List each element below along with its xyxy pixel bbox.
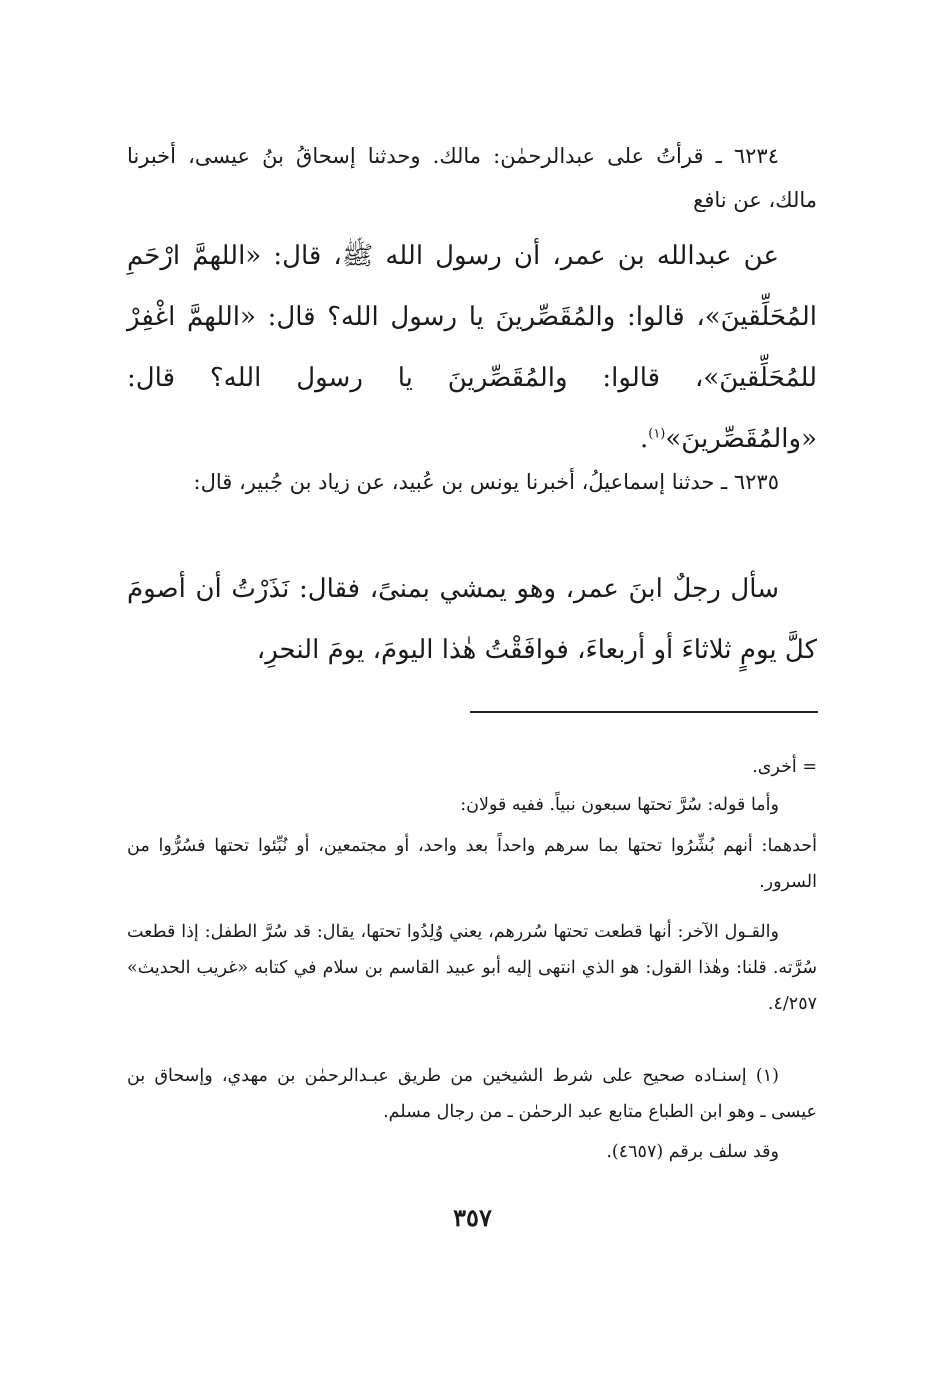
footnote-separator (470, 711, 818, 713)
footnote-continuation: = أخرى. (752, 757, 817, 777)
hadith-6235-isnad: ٦٢٣٥ ـ حدثنا إسماعيلُ، أخبرنا يونس بن عُبيد، عن زياد بن جُبير، قال: (193, 470, 779, 494)
hadith-6234-isnad: ٦٢٣٤ ـ قرأتُ على عبدالرحمٰن: مالك. وحدثنا إسحاقُ بنُ عيسى، أخبرنا مالك، عن نافع (127, 144, 817, 212)
hadith-6234-matn (127, 226, 817, 470)
footnote-ref-1: (١) (648, 426, 666, 442)
footnote-paragraph-2: أحدهما: أنهم بُشِّرُوا تحتها بما سرهم واحداً بعد واحد، أو مجتمعين، أو نُبِّئوا تحتها فسُرُّوا من السرور. (127, 836, 817, 892)
page-number: ٣٥٧ (453, 1203, 492, 1232)
footnote-paragraph-1: وأما قوله: سُرَّ تحتها سبعون نبياً. ففيه قولان: (460, 795, 779, 815)
hadith-6234-matn-end: . (639, 424, 649, 454)
footnote-1: (١) إسنـاده صحيح على شرط الشيخين من طريق عبـدالرحمٰن بن مهدي، وإسحاق بن عيسى ـ وهو ابن الطباع متابع عبد الرحمٰن ـ من رجال مسلم. (127, 1066, 817, 1122)
footnote-1-crossref: وقد سلف برقم (٤٦٥٧). (606, 1142, 779, 1162)
footnote-paragraph-3: والقـول الآخر: أنها قطعت تحتها سُررهم، يعني وُلِدُوا تحتها، يقال: قد سُرَّ الطفل: إذا قطعت سُرَّته. قلنا: وهٰذا القول: هو الذي انتهى إليه أبو عبيد القاسم بن سلام في كتابه «غريب الحديث» ٤/٢٥٧. (127, 922, 817, 1014)
hadith-6234-matn-text: عن عبدالله بن عمر، أن رسول الله ﷺ، قال: «اللهمَّ ارْحَمِ المُحَلِّقينَ»، قالوا: والمُقَصِّرينَ يا رسول الله؟ قال: «اللهمَّ اغْفِرْ للمُحَلِّقينَ»، قالوا: والمُقَصِّرينَ يا رسول الله؟ قال: «والمُقَصِّرينَ» (127, 241, 817, 454)
hadith-6235-matn: سأل رجلٌ ابنَ عمر، وهو يمشي بمنىً، فقال: نَذَرْتُ أن أصومَ كلَّ يومٍ ثلاثاءَ أو أربعاءَ، فوافَقْتُ هٰذا اليومَ، يومَ النحرِ، (127, 574, 817, 665)
